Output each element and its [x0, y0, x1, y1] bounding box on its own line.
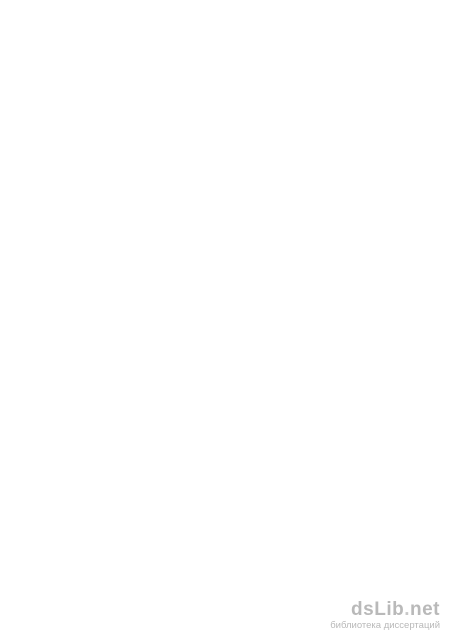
watermark-subtitle: библиотека диссертаций [330, 620, 440, 631]
watermark-logo: dsLib.net [351, 599, 440, 620]
watermark [330, 600, 440, 631]
